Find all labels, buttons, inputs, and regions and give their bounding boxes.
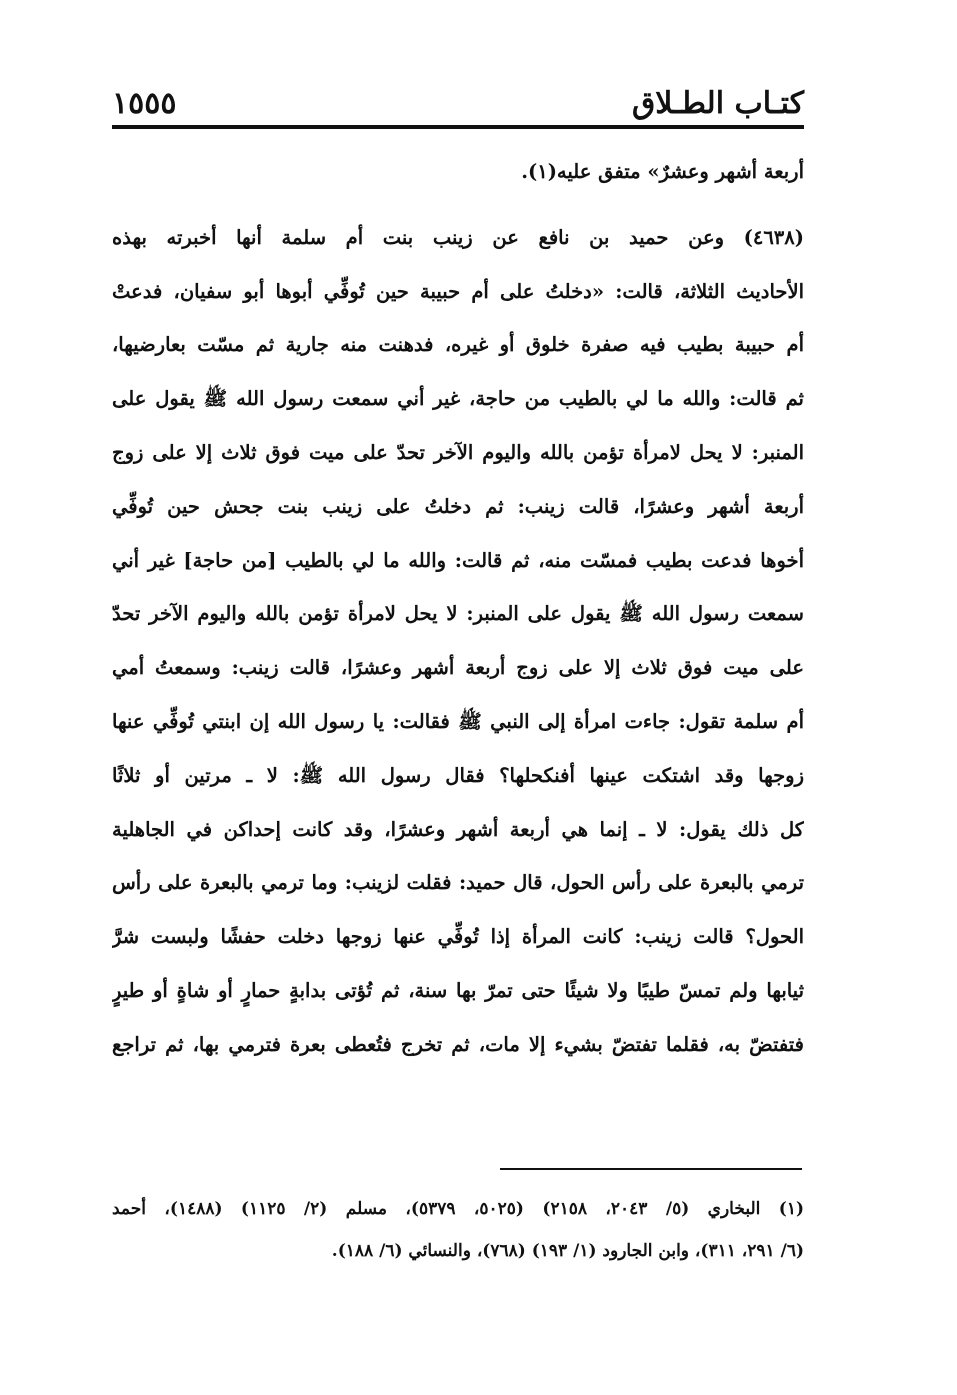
body-text bbox=[112, 145, 804, 1072]
footnote-line: (٦/ ٢٩١، ٣١١)، وابن الجارود (١/ ١٩٣) (٧٦٨)، والنسائي (٦/ ١٨٨). bbox=[331, 1241, 804, 1261]
text-line: على ميت فوق ثلاث إلا على زوج أربعة أشهر وعشرًا، قالت زينب: وسمعتُ أمي bbox=[112, 656, 804, 680]
text-line: ترمي بالبعرة على رأس الحول، قال حميد: فقلت لزينب: وما ترمي بالبعرة على رأس bbox=[112, 871, 804, 895]
text-line: كل ذلك يقول: لا ـ إنما هي أربعة أشهر وعشرًا، وقد كانت إحداكن في الجاهلية bbox=[112, 817, 804, 841]
text-line: أم سلمة تقول: جاءت امرأة إلى النبي ﷺ فقالت: يا رسول الله إن ابنتي تُوفِّي عنها bbox=[112, 709, 804, 733]
text-line: أم حبيبة بطيب فيه صفرة خلوق أو غيره، فدهنت منه جارية ثم مسّت بعارضيها، bbox=[112, 333, 804, 357]
footnotes bbox=[112, 1188, 804, 1272]
page-number: ١٥٥٥ bbox=[112, 86, 177, 121]
header-rule bbox=[112, 125, 804, 129]
text-line: ثيابها ولم تمسّ طيبًا ولا شيئًا حتى تمرّ بها سنة، ثم تُؤتى بدابةٍ حمارٍ أو شاةٍ أو طيرٍ bbox=[112, 978, 804, 1002]
footnote-rule bbox=[500, 1168, 802, 1170]
text-line: المنبر: لا يحل لامرأة تؤمن بالله واليوم الآخر تحدّ على ميت فوق ثلاث إلا على زوج bbox=[112, 440, 804, 464]
text-line: الحول؟ قالت زينب: كانت المرأة إذا تُوفِّي عنها زوجها دخلت حفشًا ولبست شرَّ bbox=[112, 925, 804, 949]
text-line: زوجها وقد اشتكت عينها أفنكحلها؟ فقال رسول الله ﷺ: لا ـ مرتين أو ثلاثًا bbox=[112, 763, 804, 787]
text-line: (٤٦٣٨) وعن حميد بن نافع عن زينب بنت أم سلمة أنها أخبرته بهذه bbox=[112, 225, 804, 249]
paragraph-gap bbox=[112, 199, 804, 211]
book-title: كتـاب الطـلاق bbox=[631, 86, 804, 121]
text-line: أخوها فدعت بطيب فمسّت منه، ثم قالت: والله ما لي بالطيب [من حاجة] غير أني bbox=[112, 548, 804, 572]
text-line: فتفتضّ به، فقلما تفتضّ بشيء إلا مات، ثم تخرج فتُعطى بعرة فترمي بها، ثم تراجع bbox=[112, 1032, 804, 1056]
text-line: الأحاديث الثلاثة، قالت: «دخلتُ على أم حبيبة حين تُوفِّي أبوها أبو سفيان، فدعتْ bbox=[112, 279, 804, 303]
text-line: ثم قالت: والله ما لي بالطيب من حاجة، غير أني سمعت رسول الله ﷺ يقول على bbox=[112, 387, 804, 411]
text-line: سمعت رسول الله ﷺ يقول على المنبر: لا يحل لامرأة تؤمن بالله واليوم الآخر تحدّ bbox=[112, 602, 804, 626]
text-line: أربعة أشهر وعشرًا، قالت زينب: ثم دخلتُ على زينب بنت جحش حين تُوفِّي bbox=[112, 494, 804, 518]
page-header bbox=[112, 84, 804, 124]
footnote-line: (١) البخاري (٥/ ٢٠٤٣، ٢١٥٨) (٥٠٢٥، ٥٣٧٩)، مسلم (٢/ ١١٢٥) (١٤٨٨)، أحمد bbox=[112, 1199, 804, 1219]
text-line: أربعة أشهر وعشرٌ» متفق عليه(١). bbox=[521, 160, 804, 183]
